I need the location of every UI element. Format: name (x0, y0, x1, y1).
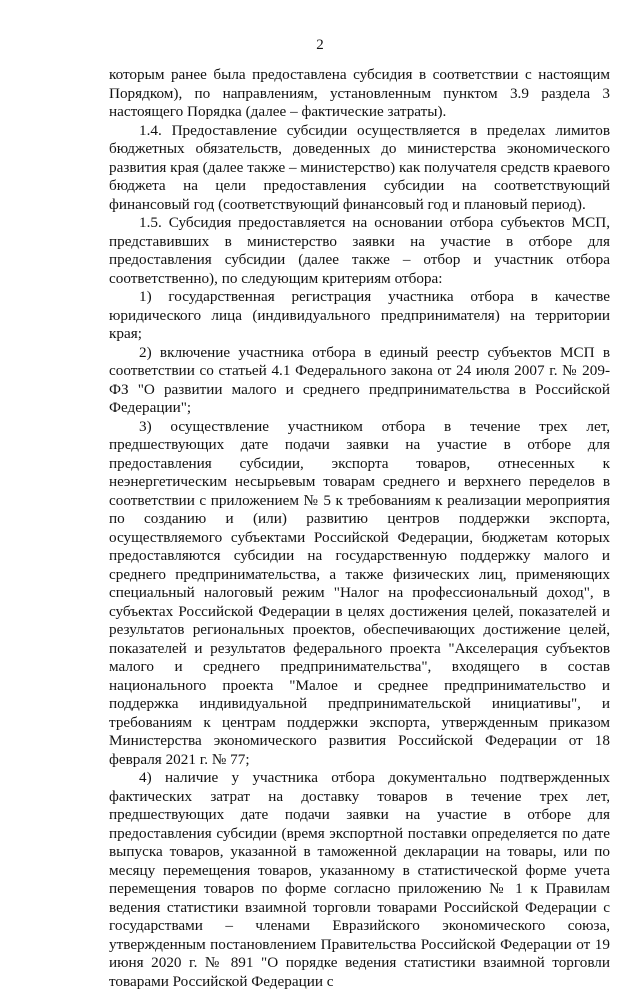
criterion-1: 1) государственная регистрация участника отбора в качестве юридического лица (индивидуального предпринимателя) на территории края; (109, 288, 610, 342)
paragraph-1-4: 1.4. Предоставление субсидии осуществляется в пределах лимитов бюджетных обязательств, доведенных до министерства экономического развития края (далее также – министерство) как получателя средств краевого бюджета на цели предоставления субсидии на соответствующий финансовый год (соответствующий финансовый год и плановый период). (109, 121, 610, 213)
document-body (109, 66, 610, 991)
page-number: 2 (316, 37, 324, 53)
paragraph-1-5: 1.5. Субсидия предоставляется на основании отбора субъектов МСП, представивших в министерство заявки на участие в отборе для предоставления субсидии (далее также – отбор и участник отбора соответственно), по следующим критериям отбора: (109, 214, 610, 287)
criterion-3: 3) осуществление участником отбора в течение трех лет, предшествующих дате подачи заявки на участие в отборе для предоставления субсидии, экспорта товаров, отнесенных к неэнергетическим несырьевым товарам среднего и верхнего переделов в соответствии с приложением № 5 к требованиям к реализации мероприятия по созданию и (или) развитию центров поддержки экспорта, осуществляемого субъектами Российской Федерации, бюджетам которых предоставляются субсидии на государственную поддержку малого и среднего предпринимательства, а также физических лиц, применяющих специальный налоговый режим "Налог на профессиональный доход", в субъектах Российской Федерации в целях достижения целей, показателей и результатов региональных проектов, обеспечивающих достижение целей, показателей и результатов федерального проекта "Акселерация субъектов малого и среднего предпринимательства", входящего в состав национального проекта "Малое и среднее предпринимательство и поддержка индивидуальной предпринимательской инициативы", и требованиям к центрам поддержки экспорта, утвержденным приказом Министерства экономического развития Российской Федерации от 18 февраля 2021 г. № 77; (109, 417, 610, 768)
paragraph-continuation: которым ранее была предоставлена субсидия в соответствии с настоящим Порядком), по направлениям, установленным пунктом 3.9 раздела 3 настоящего Порядка (далее – фактические затраты). (109, 66, 610, 120)
criterion-4: 4) наличие у участника отбора документально подтвержденных фактических затрат на доставку товаров в течение трех лет, предшествующих дате подачи заявки на участие в отборе для предоставления субсидии (время экспортной поставки определяется по дате выпуска товаров, указанной в таможенной декларации на товары, или по месяцу перемещения товаров, указанному в статистической форме учета перемещения товаров по форме согласно приложению № 1 к Правилам ведения статистики взаимной торговли товарами Российской Федерации с государствами – членами Евразийского экономического союза, утвержденным постановлением Правительства Российской Федерации от 19 июня 2020 г. № 891 "О порядке ведения статистики взаимной торговли товарами Российской Федерации с (109, 769, 610, 990)
criterion-2: 2) включение участника отбора в единый реестр субъектов МСП в соответствии со статьей 4.1 Федерального закона от 24 июля 2007 г. № 209-ФЗ "О развитии малого и среднего предпринимательства в Российской Федерации"; (109, 343, 610, 416)
